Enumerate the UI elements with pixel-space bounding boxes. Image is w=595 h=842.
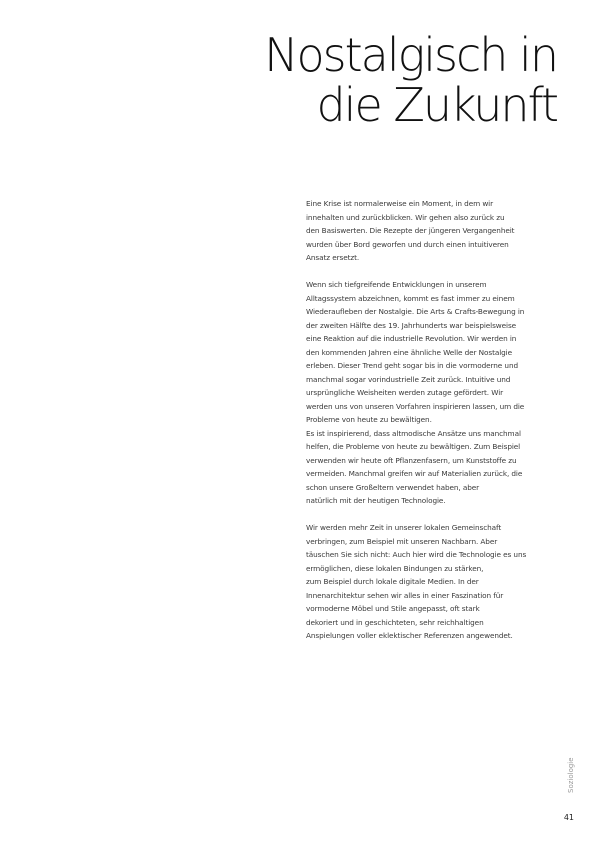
text-line: verbringen, zum Beispiel mit unseren Nachbarn. Aber [306, 536, 498, 546]
text-line: schon unsere Großeltern verwendet haben, aber [306, 482, 480, 492]
text-line: manchmal sogar vorindustrielle Zeit zurück. Intuitive und [306, 374, 511, 384]
article-body [306, 197, 562, 656]
text-line: Ansatz ersetzt. [306, 253, 360, 262]
text-line: Probleme von heute zu bewältigen. [306, 415, 432, 424]
text-line: vermeiden. Manchmal greifen wir auf Materialien zurück, die [306, 469, 523, 478]
text-line: erleben. Dieser Trend geht sogar bis in die vormoderne und [306, 361, 518, 370]
paragraph-intro [306, 197, 562, 265]
text-line: den kommenden Jahren eine ähnliche Welle der Nostalgie [306, 347, 512, 357]
text-line: wurden über Bord geworfen und durch einen intuitiveren [306, 239, 509, 249]
text-line: Es ist inspirierend, dass altmodische Ansätze uns manchmal [306, 428, 521, 438]
title-line-1: Nostalgisch in [264, 28, 557, 82]
page-title [264, 30, 557, 130]
text-line: werden uns von unseren Vorfahren inspirieren lassen, um die [306, 401, 525, 411]
text-line: helfen, die Probleme von heute zu bewältigen. Zum Beispiel [306, 442, 521, 451]
section-label: Soziologie [567, 757, 575, 793]
text-line: vormoderne Möbel und Stile angepasst, oft stark [306, 604, 480, 613]
text-line: Wenn sich tiefgreifende Entwicklungen in unserem [306, 280, 487, 289]
text-line: Alltagssystem abzeichnen, kommt es fast immer zu einem [306, 293, 515, 303]
title-line-2: die Zukunft [316, 78, 557, 132]
text-line: dekoriert und in geschichteten, sehr reichhaltigen [306, 617, 484, 627]
text-line: Wiederaufleben der Nostalgie. Die Arts & Crafts-Bewegung in [306, 307, 525, 316]
text-line: zum Beispiel durch lokale digitale Medien. In der [306, 577, 479, 586]
text-line: Eine Krise ist normalerweise ein Moment, in dem wir [306, 199, 494, 208]
text-line: der zweiten Hälfte des 19. Jahrhunderts war beispielsweise [306, 320, 517, 330]
page-number: 41 [563, 813, 574, 822]
paragraph-nostalgia [306, 278, 562, 427]
text-line: Anspielungen voller eklektischer Referenzen angewendet. [306, 631, 513, 640]
text-line: verwenden wir heute oft Pflanzenfasern, um Kunststoffe zu [306, 455, 517, 465]
text-line: den Basiswerten. Die Rezepte der jüngeren Vergangenheit [306, 226, 515, 235]
text-line: ursprüngliche Weisheiten werden zutage gefördert. Wir [306, 388, 504, 397]
text-line: täuschen Sie sich nicht: Auch hier wird die Technologie es uns [306, 550, 527, 559]
text-line: Wir werden mehr Zeit in unserer lokalen Gemeinschaft [306, 523, 502, 532]
text-line: natürlich mit der heutigen Technologie. [306, 496, 446, 505]
text-line: innehalten und zurückblicken. Wir gehen also zurück zu [306, 212, 505, 222]
text-line: ermöglichen, diese lokalen Bindungen zu stärken, [306, 563, 484, 573]
text-line: eine Reaktion auf die industrielle Revolution. Wir werden in [306, 334, 517, 343]
paragraph-materials [306, 427, 562, 508]
text-line: Innenarchitektur sehen wir alles in einer Faszination für [306, 590, 504, 600]
paragraph-community [306, 521, 562, 643]
